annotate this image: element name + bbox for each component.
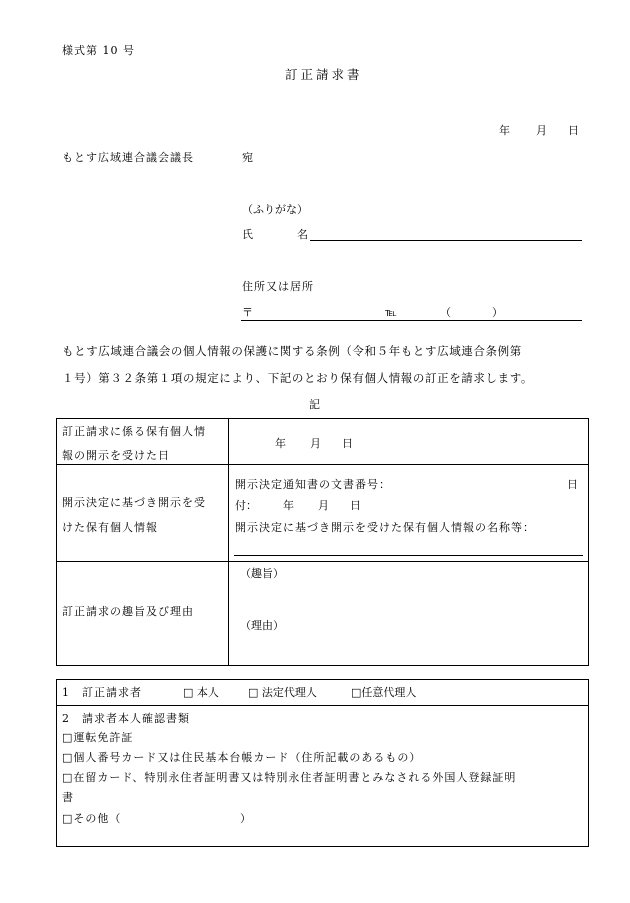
checkbox-my-number-card[interactable]: □個人番号カード又は住民基本台帳カード（住所記載のあるもの） bbox=[62, 751, 422, 764]
row1-label-line1: 訂正請求に係る保有個人情 bbox=[62, 425, 206, 438]
info-name-underline[interactable] bbox=[234, 555, 583, 556]
name-label-second: 名 bbox=[297, 228, 308, 241]
page-title: 訂正請求書 bbox=[285, 67, 363, 82]
tel-mark: ℡ bbox=[385, 306, 397, 319]
notice-date-year: 年 bbox=[283, 499, 294, 512]
table-row-divider-1 bbox=[56, 464, 589, 465]
address-underline[interactable] bbox=[241, 320, 582, 321]
row2-label-line1: 開示決定に基づき開示を受 bbox=[62, 496, 206, 509]
row1-year: 年 bbox=[275, 437, 286, 450]
notice-date-prefix: 付： bbox=[235, 499, 257, 512]
ki-heading: 記 bbox=[309, 398, 320, 411]
table-column-divider bbox=[228, 418, 229, 666]
documents-label: 2 請求者本人確認書類 bbox=[62, 712, 190, 725]
requester-label: 1 訂正請求者 bbox=[62, 686, 142, 699]
date-month-label: 月 bbox=[536, 124, 547, 137]
checkbox-residence-card[interactable]: □在留カード、特別永住者証明書又は特別永住者証明書とみなされる外国人登録証明 bbox=[62, 771, 517, 784]
row1-label-line2: 報の開示を受けた日 bbox=[62, 449, 170, 462]
request-text-line2: １号）第３２条第１項の規定により、下記のとおり保有個人情報の訂正を請求します。 bbox=[62, 371, 533, 385]
notice-number-label: 開示決定通知書の文書番号： bbox=[235, 478, 391, 491]
residence-card-continuation: 書 bbox=[62, 791, 73, 804]
checkbox-drivers-license[interactable]: □運転免許証 bbox=[62, 731, 134, 744]
table-row-divider-2 bbox=[56, 561, 589, 562]
address-label: 住所又は居所 bbox=[242, 280, 314, 293]
checkbox-self[interactable]: □ 本人 bbox=[183, 686, 219, 699]
reason-label: （理由） bbox=[240, 619, 284, 632]
tel-paren-open: （ bbox=[440, 306, 451, 319]
row1-day: 日 bbox=[342, 437, 353, 450]
row1-month: 月 bbox=[310, 437, 321, 450]
form-number: 様式第 10 号 bbox=[62, 44, 135, 57]
other-paren-close: ） bbox=[240, 812, 251, 825]
info-name-label: 開示決定に基づき開示を受けた保有個人情報の名称等： bbox=[235, 521, 535, 534]
row3-label: 訂正請求の趣旨及び理由 bbox=[62, 605, 194, 618]
tel-paren-close: ） bbox=[492, 306, 503, 319]
notice-number-day-suffix: 日 bbox=[567, 478, 578, 491]
checkbox-other[interactable]: □その他（ bbox=[62, 812, 122, 825]
name-label-first: 氏 bbox=[242, 228, 253, 241]
request-text-line1: もとす広域連合議会の個人情報の保護に関する条例（令和５年もとす広域連合条例第 bbox=[62, 344, 522, 358]
purpose-label: （趣旨） bbox=[240, 567, 284, 580]
furigana-label: （ふりがな） bbox=[242, 203, 308, 216]
notice-date-day: 日 bbox=[350, 499, 361, 512]
date-day-label: 日 bbox=[568, 124, 579, 137]
notice-date-month: 月 bbox=[318, 499, 329, 512]
checkbox-legal-representative[interactable]: □ 法定代理人 bbox=[248, 686, 317, 699]
postal-mark: 〒 bbox=[242, 306, 253, 319]
name-underline[interactable] bbox=[310, 240, 582, 241]
recipient-honorific: 宛 bbox=[242, 151, 253, 164]
date-year-label: 年 bbox=[499, 124, 510, 137]
row2-label-line2: けた保有個人情報 bbox=[62, 521, 158, 534]
recipient-name: もとす広域連合議会議長 bbox=[62, 151, 194, 164]
requester-box-divider bbox=[56, 705, 589, 706]
checkbox-voluntary-representative[interactable]: □任意代理人 bbox=[351, 686, 417, 699]
